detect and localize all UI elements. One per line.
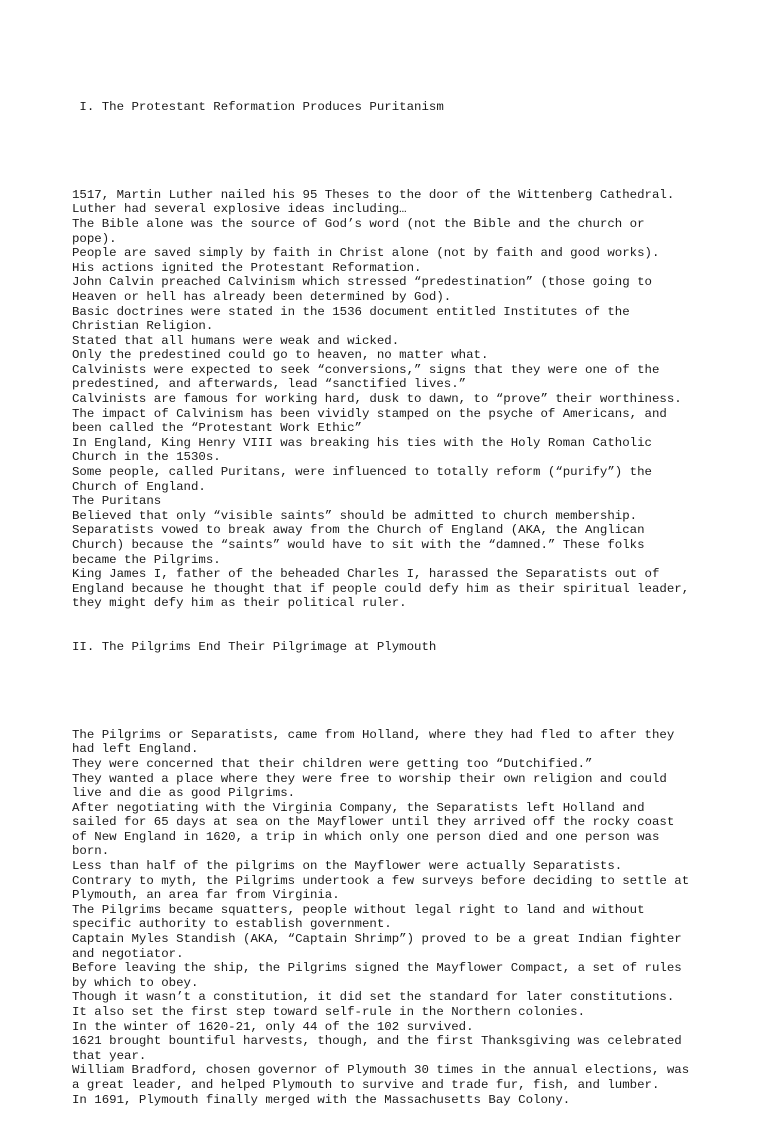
text-line: Church) because the “saints” would have to sit with the “damned.” These folks: [72, 538, 645, 552]
text-line: had left England.: [72, 742, 199, 757]
text-line: live and die as good Pilgrims.: [72, 786, 296, 801]
text-line: Plymouth, an area far from Virginia.: [72, 888, 340, 903]
text-line: In 1691, Plymouth finally merged with the Massachusetts Bay Colony.: [72, 1092, 571, 1107]
text-line: Contrary to myth, the Pilgrims undertook a few surveys before deciding to settle at: [72, 873, 690, 888]
text-line: William Bradford, chosen governor of Plymouth 30 times in the annual elections, was: [72, 1063, 690, 1078]
text-line: The Pilgrims or Separatists, came from Holland, where they had fled to after they: [72, 727, 675, 742]
text-line: His actions ignited the Protestant Reformation.: [72, 260, 422, 275]
document-body: [72, 71, 712, 1136]
text-line: The Puritans: [72, 494, 162, 509]
text-line: John Calvin preached Calvinism which stressed “predestination” (those going to: [72, 275, 652, 290]
text-line: Church of England.: [72, 479, 206, 494]
text-line: Separatists vowed to break away from the Church of England (AKA, the Anglican: [72, 523, 645, 538]
text-line: born.: [72, 844, 110, 859]
text-line: a great leader, and helped Plymouth to survive and trade fur, fish, and lumber.: [72, 1077, 660, 1092]
text-line: They were concerned that their children were getting too “Dutchified.”: [72, 756, 593, 771]
text-line: pope).: [72, 231, 117, 246]
text-line: specific authority to establish government.: [72, 917, 392, 932]
text-line: Before leaving the ship, the Pilgrims signed the Mayflower Compact, a set of rules: [72, 961, 682, 976]
text-line: In the winter of 1620-21, only 44 of the 102 survived.: [72, 1019, 474, 1034]
section-heading-2: II. The Pilgrims End Their Pilgrimage at Plymouth: [72, 640, 437, 655]
text-line: by which to obey.: [72, 975, 199, 990]
text-line: The impact of Calvinism has been vividly stamped on the psyche of Americans, and: [72, 406, 667, 421]
text-line: and negotiator.: [72, 946, 184, 961]
text-line: Believed that only “visible saints” should be admitted to church membership.: [72, 508, 638, 523]
text-line: The Bible alone was the source of God’s word (not the Bible and the church or: [72, 216, 645, 231]
text-line: Church in the 1530s.: [72, 450, 221, 465]
text-line: Some people, called Puritans, were influenced to totally reform (“purify”) the: [72, 465, 652, 480]
text-line: People are saved simply by faith in Christ alone (not by faith and good works).: [72, 246, 660, 261]
text-line: England because he thought that if people could defy him as their spiritual leader,: [72, 581, 690, 596]
blank-line: [72, 684, 712, 699]
text-line: predestined, and afterwards, lead “sanctified lives.”: [72, 377, 467, 392]
text-line: Christian Religion.: [72, 319, 214, 334]
text-line: The Pilgrims became squatters, people without legal right to land and without: [72, 902, 645, 917]
section-2-body: [72, 728, 712, 1107]
section-heading-1: I. The Protestant Reformation Produces Puritanism: [72, 100, 444, 115]
text-line: Captain Myles Standish (AKA, “Captain Shrimp”) proved to be a great Indian fighter: [72, 932, 682, 947]
text-line: After negotiating with the Virginia Company, the Separatists left Holland and: [72, 800, 645, 815]
text-line: King James I, father of the beheaded Charles I, harassed the Separatists out of: [72, 567, 660, 582]
text-line: Calvinists are famous for working hard, dusk to dawn, to “prove” their worthiness.: [72, 392, 682, 407]
text-line: It also set the first step toward self-rule in the Northern colonies.: [72, 1005, 586, 1019]
text-line: Though it wasn’t a constitution, it did set the standard for later constitutions.: [72, 990, 675, 1005]
section-1-body: [72, 188, 712, 611]
text-line: became the Pilgrims.: [72, 552, 221, 567]
text-line: Less than half of the pilgrims on the Mayflower were actually Separatists.: [72, 859, 623, 874]
text-line: they might defy him as their political ruler.: [72, 596, 407, 611]
text-line: Only the predestined could go to heaven, no matter what.: [72, 348, 489, 363]
text-line: of New England in 1620, a trip in which only one person died and one person was: [72, 829, 660, 844]
text-line: 1621 brought bountiful harvests, though, and the first Thanksgiving was celebrated: [72, 1034, 682, 1049]
text-line: Heaven or hell has already been determined by God).: [72, 289, 452, 304]
text-line: Stated that all humans were weak and wicked.: [72, 333, 400, 348]
text-line: In England, King Henry VIII was breaking his ties with the Holy Roman Catholic: [72, 435, 652, 450]
text-line: Basic doctrines were stated in the 1536 document entitled Institutes of the: [72, 304, 630, 319]
text-line: been called the “Protestant Work Ethic”: [72, 421, 362, 436]
text-line: They wanted a place where they were free to worship their own religion and could: [72, 771, 667, 786]
text-line: sailed for 65 days at sea on the Mayflower until they arrived off the rocky coast: [72, 815, 675, 830]
text-line: Luther had several explosive ideas including…: [72, 202, 407, 217]
text-line: 1517, Martin Luther nailed his 95 Theses to the door of the Wittenberg Cathedral.: [72, 187, 675, 202]
text-line: Calvinists were expected to seek “conversions,” signs that they were one of the: [72, 362, 660, 377]
blank-line: [72, 144, 712, 159]
text-line: that year.: [72, 1048, 147, 1063]
